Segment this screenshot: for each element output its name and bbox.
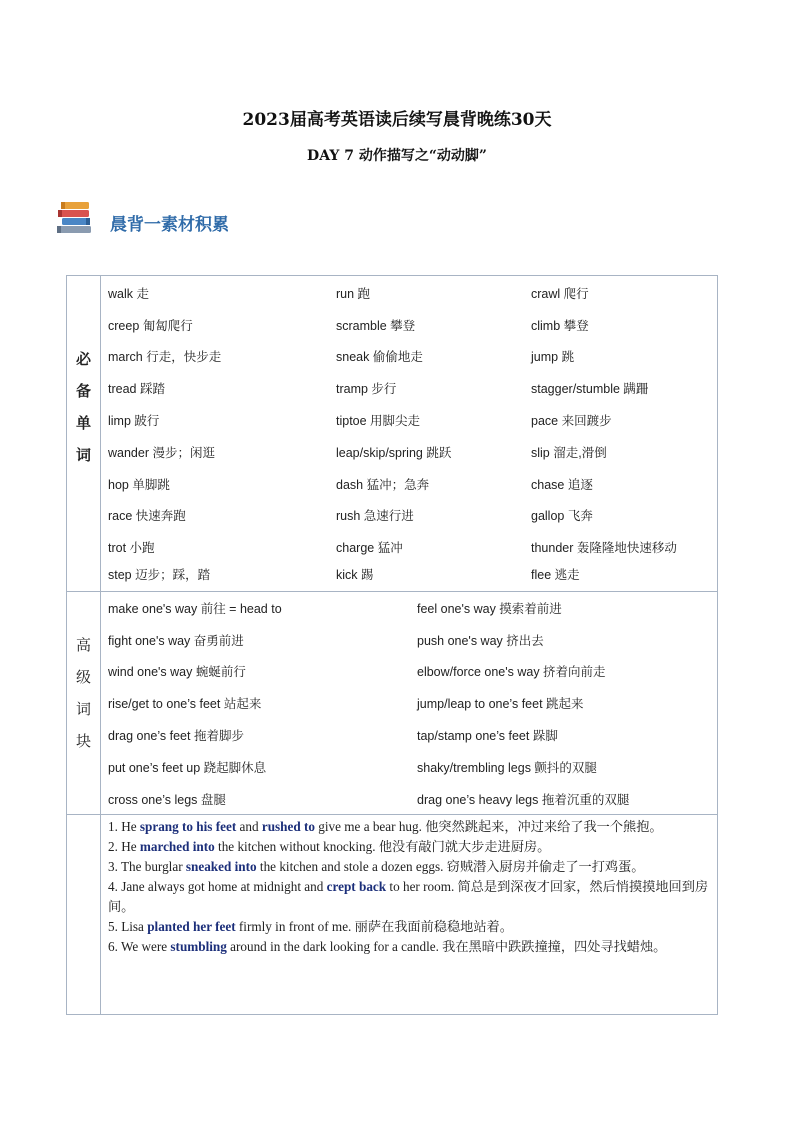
- example-sentence: [108, 877, 712, 917]
- word-entry: leap/skip/spring 跳跃: [336, 446, 452, 460]
- example-text: give me a bear hug. 他突然跳起来，冲过来给了我一个熊抱。: [314, 819, 663, 834]
- example-text: 2. He: [108, 839, 140, 854]
- phrase-entry: rise/get to one’s feet 站起来: [108, 697, 262, 711]
- example-text: to her room. 简总是到深夜才回家，然后悄摸摸地回到房间。: [108, 879, 709, 914]
- phrase-entry: tap/stamp one’s feet 跺脚: [417, 729, 558, 743]
- phrase-entry: elbow/force one's way 挤着向前走: [417, 665, 606, 679]
- word-entry: dash 猛冲；急奔: [336, 478, 430, 492]
- word-entry: slip 溜走,滑倒: [531, 446, 607, 460]
- phrases-label-column: [67, 591, 101, 814]
- examples-table: [66, 814, 718, 1015]
- example-sentence: [108, 837, 712, 857]
- word-entry: limp 跛行: [108, 414, 160, 428]
- examples-list: [108, 817, 712, 957]
- word-entry: rush 急速行进: [336, 509, 414, 523]
- word-entry: walk 走: [108, 287, 149, 301]
- example-highlight: crept back: [326, 879, 387, 894]
- word-entry: sneak 偷偷地走: [336, 350, 423, 364]
- phrases-table: [66, 591, 718, 815]
- example-highlight: sprang to his feet: [139, 819, 237, 834]
- words-label-char: 必: [75, 350, 91, 368]
- words-label-char: 备: [75, 382, 91, 400]
- words-label-column: [67, 276, 101, 591]
- phrase-entry: feel one's way 摸索着前进: [417, 602, 562, 616]
- books-icon: [55, 200, 95, 234]
- word-entry: chase 追逐: [531, 478, 593, 492]
- word-entry: pace 来回踱步: [531, 414, 612, 428]
- word-entry: race 快速奔跑: [108, 509, 186, 523]
- word-entry: tiptoe 用脚尖走: [336, 414, 421, 428]
- example-sentence: [108, 857, 712, 877]
- page-subtitle: DAY 7 动作描写之“动动脚”: [307, 148, 487, 164]
- examples-label-column: [67, 814, 101, 1014]
- page-title: 2023届高考英语读后续写晨背晚练30天: [242, 110, 552, 130]
- words-label-char: 单: [75, 414, 91, 432]
- example-text: 6. We were: [108, 939, 171, 954]
- example-text: the kitchen without knocking. 他没有敲门就大步走进厨房。: [214, 839, 551, 854]
- word-entry: climb 攀登: [531, 319, 589, 333]
- word-entry: step 迈步；踩，踏: [108, 568, 211, 582]
- phrase-entry: jump/leap to one’s feet 跳起来: [417, 697, 584, 711]
- word-entry: flee 逃走: [531, 568, 580, 582]
- phrases-label-char: 级: [75, 668, 91, 686]
- word-entry: creep 匍匐爬行: [108, 319, 193, 333]
- example-sentence: [108, 937, 712, 957]
- phrases-label-char: 词: [75, 700, 91, 718]
- phrases-label-char: 块: [75, 732, 91, 750]
- example-sentence: [108, 817, 712, 837]
- phrase-entry: make one's way 前往 = head to: [108, 602, 282, 616]
- phrases-label-char: 高: [75, 636, 91, 654]
- word-entry: wander 漫步；闲逛: [108, 446, 215, 460]
- example-text: 1. He: [108, 819, 140, 834]
- phrase-entry: cross one’s legs 盘腿: [108, 793, 226, 807]
- word-entry: hop 单脚跳: [108, 478, 170, 492]
- phrase-entry: drag one’s feet 拖着脚步: [108, 729, 244, 743]
- section-title: 晨背一素材积累: [110, 215, 229, 235]
- words-label-char: 词: [75, 446, 91, 464]
- phrase-entry: drag one’s heavy legs 拖着沉重的双腿: [417, 793, 630, 807]
- example-text: and: [236, 819, 262, 834]
- word-entry: march 行走，快步走: [108, 350, 222, 364]
- example-highlight: rushed to: [261, 819, 315, 834]
- example-sentence: [108, 917, 712, 937]
- example-text: 5. Lisa: [108, 919, 148, 934]
- example-text: the kitchen and stole a dozen eggs. 窃贼潜入厨房并偷走了一打鸡蛋。: [256, 859, 645, 874]
- word-entry: tramp 步行: [336, 382, 397, 396]
- word-entry: crawl 爬行: [531, 287, 589, 301]
- word-entry: trot 小跑: [108, 541, 155, 555]
- example-text: 4. Jane always got home at midnight and: [108, 879, 327, 894]
- phrase-entry: push one's way 挤出去: [417, 634, 544, 648]
- example-text: firmly in front of me. 丽萨在我面前稳稳地站着。: [235, 919, 513, 934]
- word-entry: scramble 攀登: [336, 319, 416, 333]
- example-text: 3. The burglar: [108, 859, 186, 874]
- example-highlight: planted her feet: [147, 919, 236, 934]
- word-entry: jump 跳: [531, 350, 575, 364]
- example-highlight: stumbling: [170, 939, 227, 954]
- words-table: [66, 275, 718, 592]
- word-entry: run 跑: [336, 287, 371, 301]
- example-highlight: sneaked into: [185, 859, 257, 874]
- word-entry: gallop 飞奔: [531, 509, 593, 523]
- phrase-entry: shaky/trembling legs 颤抖的双腿: [417, 761, 597, 775]
- word-entry: kick 踢: [336, 568, 374, 582]
- word-entry: tread 踩踏: [108, 382, 165, 396]
- phrase-entry: wind one's way 蜿蜒前行: [108, 665, 246, 679]
- word-entry: thunder 轰隆隆地快速移动: [531, 541, 677, 555]
- word-entry: charge 猛冲: [336, 541, 403, 555]
- example-highlight: marched into: [139, 839, 215, 854]
- example-text: around in the dark looking for a candle. 我在黑暗中跌跌撞撞，四处寻找蜡烛。: [226, 939, 667, 954]
- word-entry: stagger/stumble 蹒跚: [531, 382, 649, 396]
- phrase-entry: fight one's way 奋勇前进: [108, 634, 244, 648]
- phrase-entry: put one’s feet up 跷起脚休息: [108, 761, 267, 775]
